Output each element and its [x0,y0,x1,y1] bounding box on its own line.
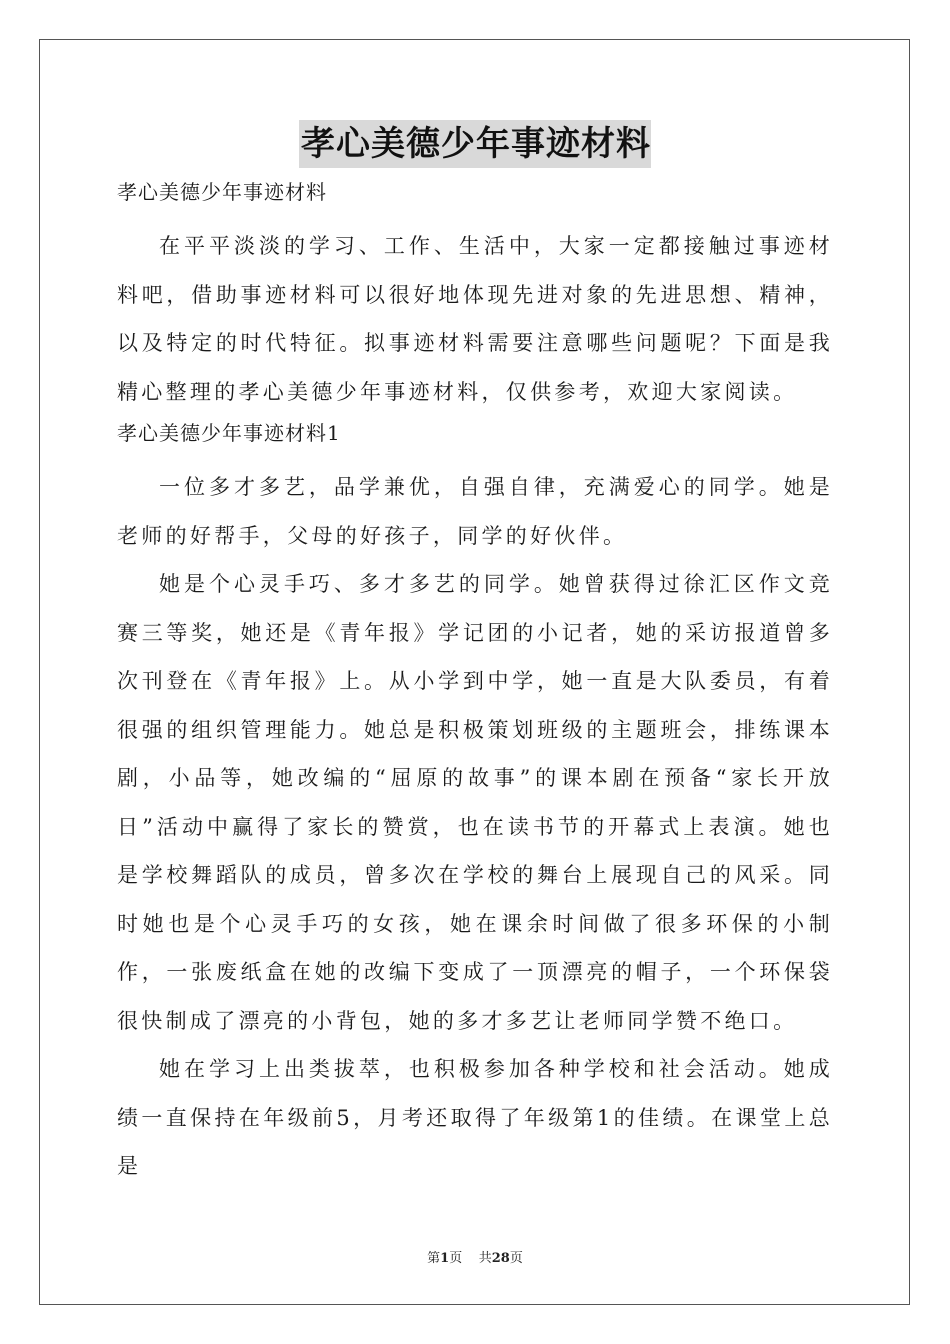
total-pages: 28 [491,1251,510,1266]
total-prefix: 共 [478,1251,492,1266]
body-paragraph-1: 一位多才多艺，品学兼优，自强自律，充满爱心的同学。她是老师的好帮手，父母的好孩子，同学的好伙伴。 [117,475,833,548]
total-suffix: 页 [509,1251,523,1266]
document-subtitle: 孝心美德少年事迹材料 [117,180,327,204]
page-suffix: 页 [449,1251,463,1266]
section-heading: 孝心美德少年事迹材料1 [117,421,341,445]
body-paragraph-3: 她在学习上出类拔萃，也积极参加各种学校和社会活动。她成绩一直保持在年级前5，月考还取得了年级第1的佳绩。在课堂上总是 [117,1057,833,1178]
document-body [117,120,833,1191]
page-prefix: 第 [427,1251,441,1266]
body-paragraph-2: 她是个心灵手巧、多才多艺的同学。她曾获得过徐汇区作文竞赛三等奖，她还是《青年报》学记团的小记者，她的采访报道曾多次刊登在《青年报》上。从小学到中学，她一直是大队委员，有着很强的组织管理能力。她总是积极策划班级的主题班会，排练课本剧，小品等，她改编的“屈原的故事”的课本剧在预备“家长开放日”活动中赢得了家长的赞赏，也在读书节的开幕式上表演。她也是学校舞蹈队的成员，曾多次在学校的舞台上展现自己的风采。同时她也是个心灵手巧的女孩，她在课余时间做了很多环保的小制作，一张废纸盒在她的改编下变成了一顶漂亮的帽子，一个环保袋很快制成了漂亮的小背包，她的多才多艺让老师同学赞不绝口。 [117,572,833,1033]
document-title: 孝心美德少年事迹材料 [299,120,651,168]
title-container [117,120,833,178]
page-footer [0,1247,950,1266]
intro-paragraph: 在平平淡淡的学习、工作、生活中，大家一定都接触过事迹材料吧，借助事迹材料可以很好地体现先进对象的先进思想、精神，以及特定的时代特征。拟事迹材料需要注意哪些问题呢？下面是我精心整理的孝心美德少年事迹材料，仅供参考，欢迎大家阅读。 [117,234,833,404]
page-number: 1 [440,1251,450,1266]
